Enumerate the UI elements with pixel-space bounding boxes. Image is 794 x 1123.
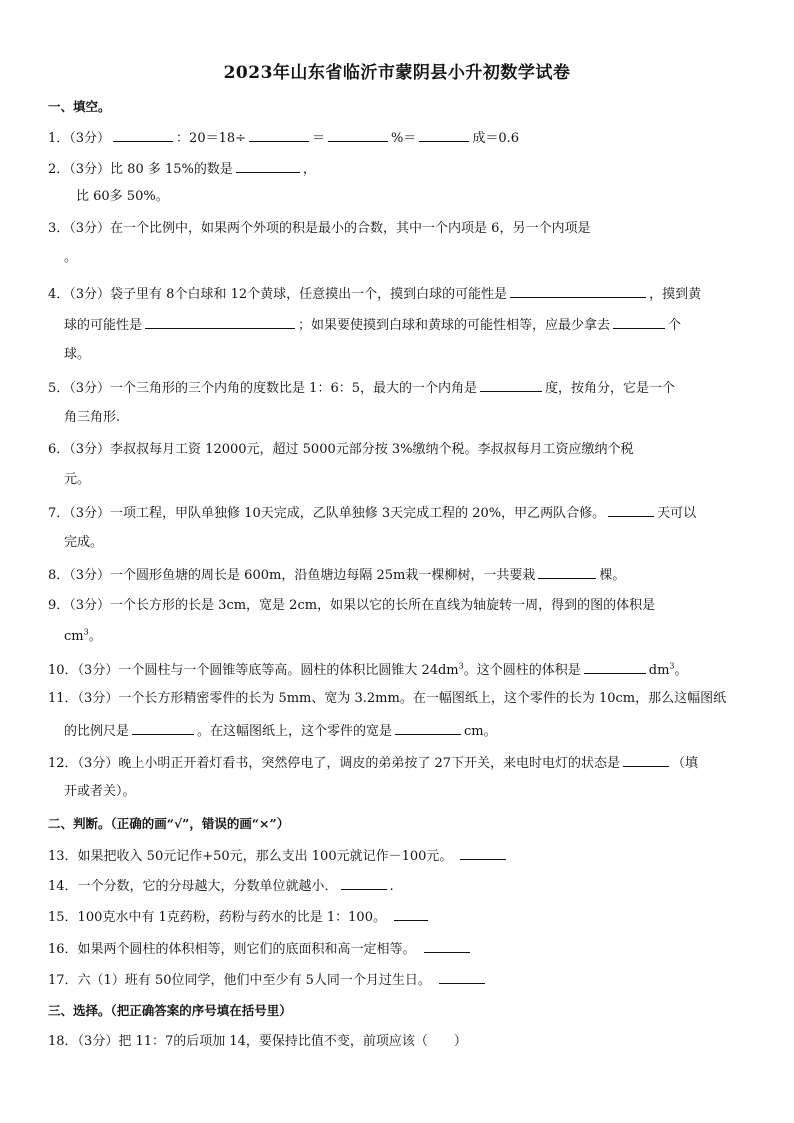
section-heading-choice: 三、选择。（把正确答案的序号填在括号里）	[48, 1003, 292, 1018]
answer-blank[interactable]	[394, 907, 428, 921]
question-11: 11．（3分）一个长方形精密零件的长为 5mm、宽为 3.2mm。在一幅图纸上，这个零件的长为 10cm，那么这幅图纸	[48, 691, 727, 706]
answer-blank[interactable]	[613, 315, 665, 329]
question-12: 12．（3分）晚上小明正开着灯看书，突然停电了，调皮的弟弟按了 27下开关，来电时电灯的状态是 （填	[48, 753, 746, 773]
answer-blank[interactable]	[584, 660, 646, 674]
answer-blank[interactable]	[538, 565, 596, 579]
question-1: 1．（3分） ：20＝18÷ ＝ %＝ 成＝0.6	[48, 128, 748, 148]
question-15: 15．100克水中有 1克药粉，药粉与药水的比是 1：100。	[48, 907, 748, 927]
answer-blank[interactable]	[424, 939, 470, 953]
question-2: 2．（3分）比 80 多 15%的数是 ，	[48, 159, 748, 179]
question-6: 6．（3分）李叔叔每月工资 12000元，超过 5000元部分按 3%缴纳个税。李叔叔每月工资应缴纳个税	[48, 442, 634, 457]
question-3-cont: 。	[64, 250, 78, 265]
question-3: 3．（3分）在一个比例中，如果两个外项的积是最小的合数，其中一个内项是 6，另一个内项是	[48, 221, 591, 236]
answer-blank[interactable]	[249, 128, 309, 142]
question-14: 14．一个分数，它的分母越大，分数单位就越小． .	[48, 876, 748, 896]
question-10: 10．（3分）一个圆柱与一个圆锥等底等高。圆柱的体积比圆锥大 $24dm^3$。这个圆柱的体积是 $dm^3$。	[48, 661, 688, 678]
answer-blank[interactable]	[460, 846, 506, 860]
answer-blank[interactable]	[395, 721, 461, 735]
answer-blank[interactable]	[328, 128, 388, 142]
question-6-cont: 元。	[64, 472, 91, 487]
answer-blank[interactable]	[608, 503, 654, 517]
question-8: 8．（3分）一个圆形鱼塘的周长是 600m，沿鱼塘边每隔 25m栽一棵柳树，一共要栽 棵。	[48, 565, 748, 585]
question-4-cont: 球的可能性是 ；如果要使摸到白球和黄球的可能性相等，应最少拿去 个	[64, 315, 764, 335]
question-12-cont: 开或者关）。	[64, 784, 136, 799]
answer-blank[interactable]	[419, 128, 469, 142]
question-17: 17．六（1）班有 50位同学，他们中至少有 5人同一个月过生日。	[48, 970, 748, 990]
answer-blank[interactable]	[623, 753, 669, 767]
page-title: 2023年山东省临沂市蒙阴县小升初数学试卷	[223, 63, 571, 83]
question-5: 5．（3分）一个三角形的三个内角的度数比是 1：6：5，最大的一个内角是 度，按角分，它是一个	[48, 378, 746, 398]
question-13: 13．如果把收入 50元记作+50元，那么支出 100元就记作－100元。	[48, 846, 748, 866]
question-7-cont: 完成。	[64, 535, 104, 550]
question-9: 9．（3分）一个长方形的长是 3cm，宽是 2cm，如果以它的长所在直线为轴旋转一周，得到的图的体积是	[48, 598, 656, 613]
question-2-cont: 比 60多 50%。	[76, 189, 169, 204]
answer-blank[interactable]	[510, 284, 646, 298]
answer-blank[interactable]	[145, 315, 295, 329]
question-16: 16．如果两个圆柱的体积相等，则它们的底面积和高一定相等。	[48, 939, 748, 959]
answer-blank[interactable]	[236, 159, 300, 173]
question-9-cont: $cm^3$。	[64, 627, 102, 644]
question-4: 4．（3分）袋子里有 8个白球和 12个黄球，任意摸出一个，摸到白球的可能性是 ，摸到黄	[48, 284, 746, 304]
answer-blank[interactable]	[439, 970, 485, 984]
question-4-cont2: 球。	[64, 347, 91, 362]
question-18: 18．（3分）把 11：7的后项加 14，要保持比值不变，前项应该（ ）	[48, 1034, 467, 1049]
question-7: 7．（3分）一项工程，甲队单独修 10天完成，乙队单独修 3天完成工程的 20%，甲乙两队合修。 天可以	[48, 503, 746, 523]
question-11-cont: 的比例尺是 。在这幅图纸上，这个零件的宽是 cm。	[64, 721, 764, 741]
section-heading-judge: 二、判断。（正确的画“√”，错误的画“×”）	[48, 816, 290, 831]
answer-blank[interactable]	[132, 721, 194, 735]
question-5-cont: 角三角形.	[64, 410, 121, 425]
answer-blank[interactable]	[113, 128, 173, 142]
answer-blank[interactable]	[480, 378, 542, 392]
section-heading-fill: 一、填空。	[48, 99, 111, 114]
answer-blank[interactable]	[341, 876, 387, 890]
